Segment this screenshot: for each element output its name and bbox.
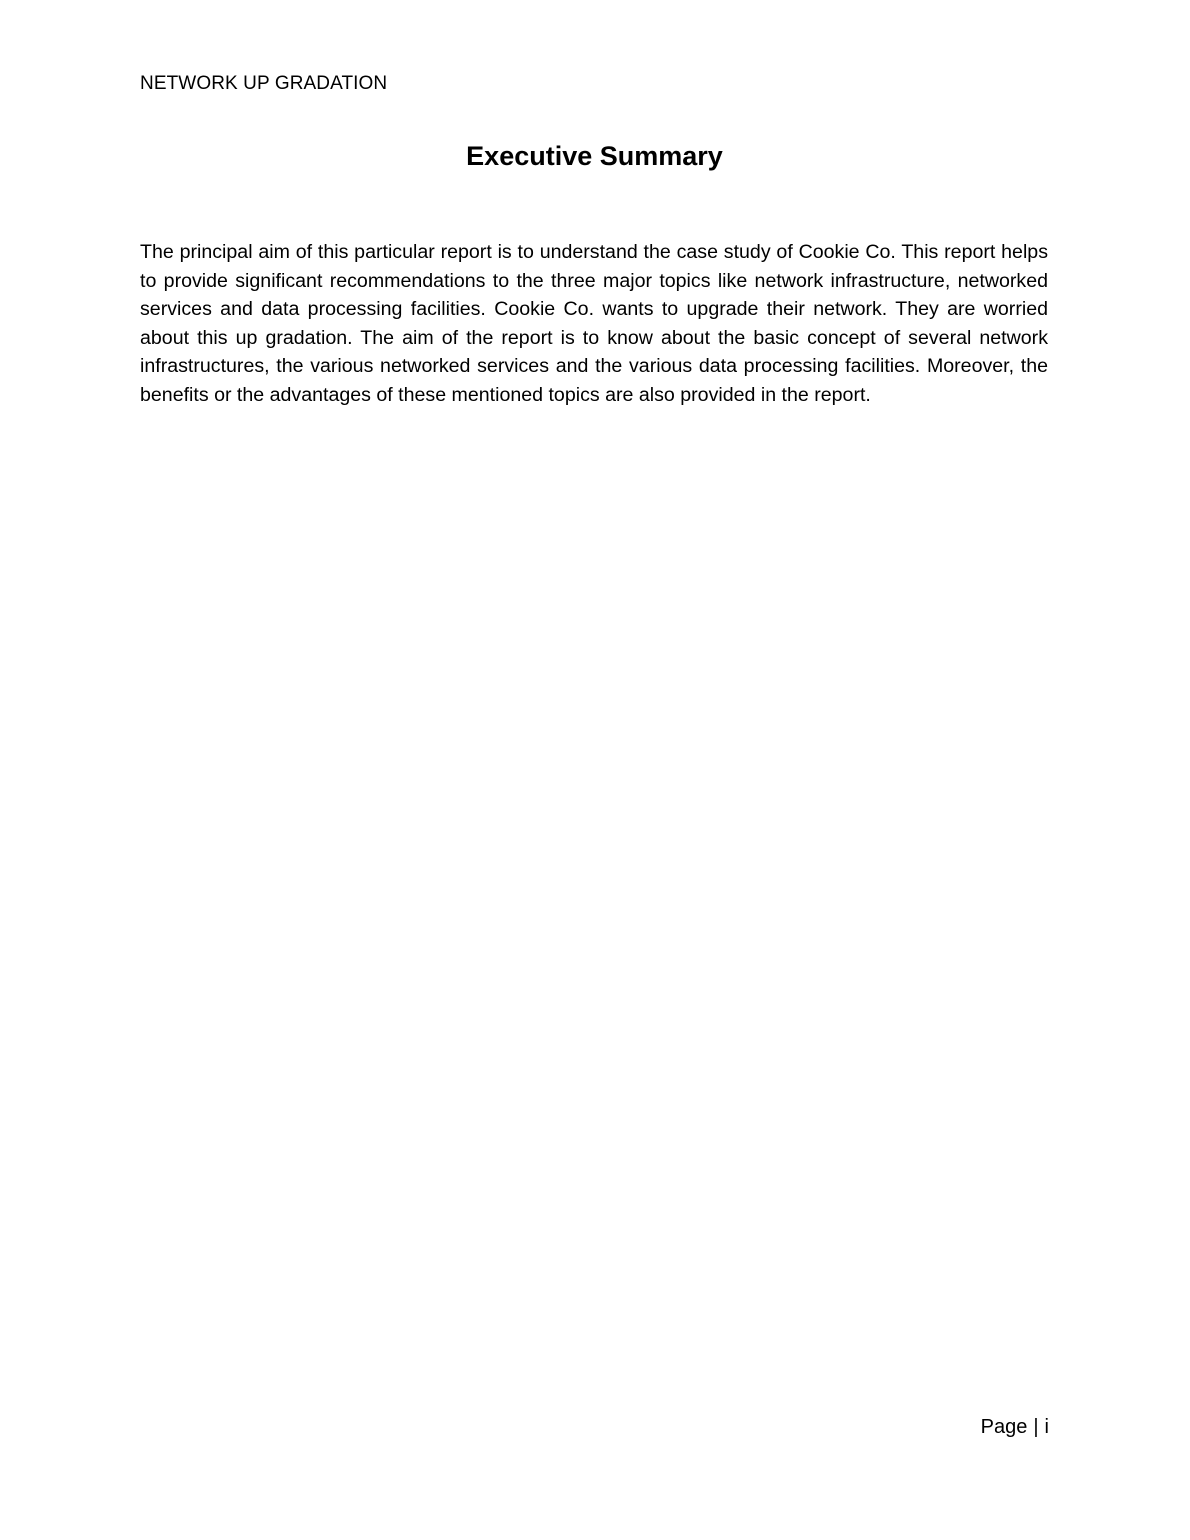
page-separator: | bbox=[1033, 1416, 1039, 1438]
page-label: Page bbox=[980, 1416, 1028, 1438]
page-number: i bbox=[1044, 1416, 1049, 1438]
section-title: Executive Summary bbox=[466, 141, 723, 171]
running-header: NETWORK UP GRADATION bbox=[140, 73, 388, 94]
summary-paragraph: The principal aim of this particular report is to understand the case study of Cookie Co. This report helps to provide significant recommendations to the three major topics like network infrastructure, networked services and data processing facilities. Cookie Co. wants to upgrade their network. They are worried about this up gradation. The aim of the report is to know about the basic concept of several network infrastructures, the various networked services and the various data processing facilities. Moreover, the benefits or the advantages of these mentioned topics are also provided in the report. bbox=[140, 241, 1048, 406]
page-footer bbox=[981, 1413, 1049, 1441]
